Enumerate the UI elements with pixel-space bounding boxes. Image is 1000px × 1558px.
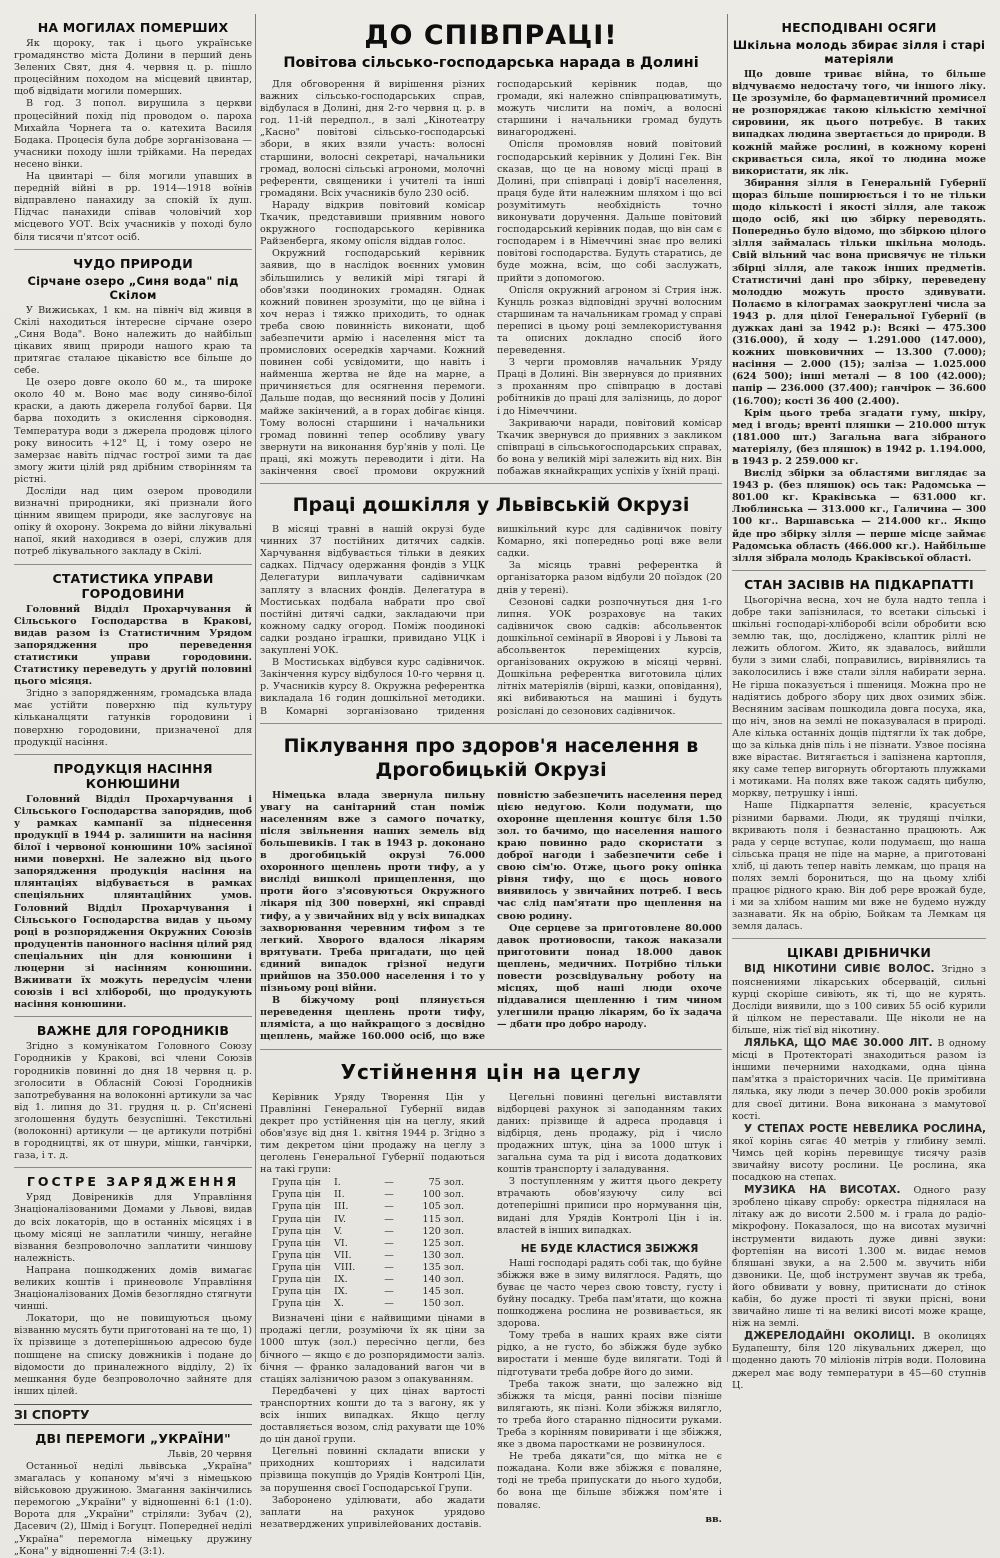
article-paragraph: Це озеро довге около 60 м., та широке около 40 м. Воно має воду синяво-білої краски, а дають джерела голубої барви. Ця барва походить з окислення сірководня. Температура води з джерела продовж цілого року виносить +12° Ц, і тому озеро не замерзає навіть підчас гострої зими та дає змогу жити цілій ряд дрібним створінням та рістні. <box>14 377 252 485</box>
article-paragraph: Крім цього треба згадати гуму, шкіру, мед і вгодь; вренті пляшки — 210.000 штук (181.000 шт.) Загальна вага зібраного матеріялу, (без пляшок) в 1942 р. 1.194.000, в 1943 р. 2 259.000 кг. <box>732 407 986 467</box>
article-paragraph: Цегельні повинні складати вписки у приходних кошториях і надсилати прізвища покупців до Урядів Контролі Цін, за порушення своєї Господарської Групи. <box>260 1446 485 1494</box>
article-paragraph: Уряд Довіреників для Управління Знаціоналізованими Домами у Львові, видав до всіх локаторів, що в останніх місяцях і в цьому місяці не заплатили чиншу, негайне візвання безпроволочно заплатити чиншову належність. <box>14 1192 252 1264</box>
article-paragraph: Оце серцеве за приготовлене 80.000 давок протиовоспи, також наказали приготовити понад 18.000 давок щеплень, медичних. Потрібно тільки повести розсвідувальну роботу на місцях, щоб наші люди охоче піддавалися щепленню і тим чином улегшили працю лікарям, бо їх задача — дбати про добро народу. <box>497 922 722 1031</box>
divider <box>260 723 722 724</box>
article-paragraph: Згідно з запорядженням, громадська влада має устійти поверхню під культуру кільканалцяти гатунків городовини і поверхню городовини, призначеної для продукції насіння. <box>14 688 252 748</box>
curio-item: У СТЕПАХ РОСТЕ НЕВЕЛИКА РОСЛИНА, якої корінь сягає 40 метрів у глибину землі. Чимсь цей корінь перевищує тисячу разів звичайну висоту рослини. Це рослина, яка посадкою на степах. <box>732 1122 986 1184</box>
price-row: Група цін V. — 120 зол. <box>272 1225 464 1237</box>
divider <box>732 570 986 571</box>
article-title: ЦІКАВІ ДРІБНИЧКИ <box>786 945 932 961</box>
article-paragraph: В год. 3 попол. вирушила з церкви процесійний похід під проводом о. пароха Михайла Чорнега та о. катехита Василя Бодака. Процесія була добре зорганізована — учасники походу ішли трійками. На передах несено вінки. <box>14 98 252 170</box>
article-paragraph: У Вижиськах, 1 км. на північ від живця в Скілі находиться інтересне сірчане озеро „Синя Вода". Воно належить до найбільш цікавих явищ природи нашого краю та притягає сталаюе цікавістю все більше до себе. <box>14 304 252 377</box>
divider <box>14 249 252 250</box>
article-paragraph: Визначені ціни є найвищими цінами в продажі цегли, розуміючи їх як ціни за 1000 штук (зол.) пересічно цегли, без бічного — якщо є до розпорядимости заліз. бічня — франко заладований вагон чи в стаціях залізничою разом з опакуванням. <box>260 1313 485 1385</box>
article-title: СТАН ЗАСІВІВ НА ПІДКАРПАТТІ <box>744 576 974 592</box>
article-title: ДВІ ПЕРЕМОГИ „УКРАЇНИ" <box>35 1430 231 1446</box>
article-body <box>260 790 722 1044</box>
article-paragraph: Вислід збірки за областями виглядає за 1943 р. (без пляшок) ось так: Радомська — 801.00 кг. Краківська — 631.000 кг. Люблинська — 313.000 кг., Галичина — 300 100 кг.. Варшавська — 214.000 кг.. Якщо йде про збірку зілля — перше місце займає Радомська область (466.000 кг.). Найбільше зілля зібрала молодь Краківської області. <box>732 468 986 564</box>
article-paragraph: З поступленням у життя цього декрету втрачають обов'язуючу силу всі дотеперішні приписи про нормування цін, виданi для Урядів Контролі Цін і ін. властей в інших випадках. <box>497 1176 722 1236</box>
article-paragraph: Німецька влада звернула пильну увагу на санітарний стан поміж населенням вже з самого початку, після звільнення наших земель від большевиків. І так в 1943 р. доконано в дрогобицькій окрузі 76.000 охоронного щеплень проти тифу, а у вислідi вишколі прищеплення, що проти його з'ясовуються Окружного лікаря під 300 поверхні, які справді тифу, а у звичайних від у всіх випадках захворювання черевним тифом з те легкий. Хворого вдалося лікарям врятувати. Треба пригадати, що цей єдиний випадок грізної недуги прийшов на 350.000 населення і то у пізньому році війни. <box>260 789 485 995</box>
article-paragraph: Керівник Уряду Творення Цін у Правлінні Генеральної Губернії видав декрет про устійнення цін на цеглу, який обов'язує від дня 1. квітня 1944 р. Згідно з тим декретом ціни продажу на цеглу з цеголень Генеральної Губернії подаються на такі групи: <box>260 1091 485 1176</box>
article-title: НА МОГИЛАХ ПОМЕРШИХ <box>37 20 229 35</box>
article-subtitle: Сірчане озеро „Синя вода" під Скілом <box>27 273 239 302</box>
price-row: Група цін I. — 75 зол. <box>272 1177 464 1189</box>
curio-item: ДЖЕРЕЛОДАЙНІ ОКОЛИЦІ. В околицях Будапешту, біля 120 лікувальних джерел, що щоденно дають 70 міліонів літрів води. Половина джерел має воду температури в 45—60 ступнів Ц. <box>732 1330 986 1391</box>
divider <box>14 1016 252 1017</box>
curio-item: ЛЯЛЬКА, ЩО МАЄ 30.000 ЛІТ. В одному місці в Протекторатi знаходиться разом із іншими печерними находками, одна цінна пам'ятка з праісторичних часів. Це примітивна лялька, яку люди з печер 30.000 років зробили для своєї дитини. Вона виконана з мамутової кості. <box>732 1037 986 1122</box>
article-body <box>260 79 722 478</box>
article-paragraph: Опісля промовляв новий повітовий господарський керівник у Долині Гек. Він сказав, що це на новому місці праці в Долині, при співпраці і довір'ї населення, праця буде йти належним шляхом і що всі розумітимуть необхідність точно виконувати доручення. Дальше повітовий господарський керівник подав, що він сам є господарем і в Німеччині знає про великі повітові господарства. Будуть старатись, де буде можна, всім, що собі заслужать, прийти з допомогою. <box>497 139 722 284</box>
article-paragraph: В біжучому році плянується переведення щеплень проти тифу, пляміста, а що найкращого з досвідно щеплень, майже 160.000 осіб, що вже повністю забезпечить населення перед цією недугою. Коли подумати, що охоронне щеплення коштує біля 1.50 зол. то бачимо, що населення нашого краю повинно радо скористати з доброї нагоди і забезпечити себе і свою сім'ю. Отже, цього року опінка рівня тифу, що є щось нового виявилось у звичайних потреб. І весь час слід пам'ятати про щеплення на свою родину. <box>260 789 722 1043</box>
article-lead: Головний Відділ Прохарчування й Сільського Господарства в Кракові, видав разом із Статистичним Урядом запорядження про переведення статистики управи городовини. Статистику переведуть у другій половині цього місяця. <box>14 603 252 688</box>
section-label: ЗІ СПОРТУ <box>14 1404 252 1425</box>
article-paragraph: В Мостиськах відбувся курс садівничок. Закінчення курсу відбулося 10-го червня ц. р. Учасників курсу 8. Окружна референтка викладала 16 годин дошкільної методики. В Комарні зорганізовано тридення вишкільний курс для садівничок повіту Комарно, які попередньо році вже вели садки. <box>260 524 722 717</box>
dateline: Львів, 20 червня <box>167 1448 252 1460</box>
main-headline: ДО СПІВПРАЦІ! <box>364 20 618 51</box>
article-title: Піклування про здоров'я населення в Дрогобицькій Окрузі <box>283 734 699 781</box>
divider <box>14 564 252 565</box>
article-paragraph: Що довше триває війна, то більше відчуваємо недостачу того, чи іншого ліку. Це зрозуміле, бо фармацевтичний промисел не розпоряджає такою кількістю хемічної сировини, як цього потребує. В таких випадках людина звертається до природи. В кожній майже рослині, в кожному корені скривається сила, якої то людина може використати, як лік. <box>732 69 986 177</box>
article-paragraph: Згідно з комунікатом Головного Союзу Городників у Кракові, всі члени Союзів городників повинні до дня 18 червня ц. р. зголосити в Обласній Союзі Городників запотребування на волоконні артикули за час від 1. липня до 31. грудня ц. р. Сп'яснені зголошення будуть безуспішні. Текстильні (волоконні) артикули — це артикули потрібні в городництві, як от шнури, мішки, ганчірки, газа, і т. д. <box>14 1041 252 1162</box>
divider <box>260 483 722 484</box>
article-body <box>260 1092 722 1531</box>
price-row: Група цін IX. — 145 зол. <box>272 1286 464 1298</box>
article-title: СТАТИСТИКА УПРАВИ ГОРОДОВИНИ <box>52 570 214 601</box>
article-paragraph: Опісля окружний агроном зі Стрия інж. Кунцль розказ відповідні зручні волосним старшинам та начальникам громад у справі переписі в цьому році землекористування та описних докладно спосіб його переведення. <box>497 284 722 357</box>
article-paragraph: З черги промовляв начальник Уряду Праці в Долині. Він звернувся до приявних з проханням про співпрацю в доставі робітників до праці для залізниць, до дорог і до Німеччини. <box>497 357 722 417</box>
price-row: Група цін VIII. — 135 зол. <box>272 1261 464 1273</box>
article-paragraph: Нараду відкрив повітовий комісар Ткачик, представивши приявним нового окружного господарського керівника Райзенберга, якому опісля віддав голос. <box>260 199 485 248</box>
price-row: Група цін IV. — 115 зол. <box>272 1213 464 1225</box>
price-row: Група цін X. — 150 зол. <box>272 1298 464 1310</box>
article-paragraph: Заборонено уділювати, або жадати заплати на рахунок урядово незатверджених упривілейованих доставів. <box>260 1494 485 1530</box>
column-divider <box>727 14 728 1362</box>
article-paragraph: Для обговорення й вирішення різних важних сільсько-господарських справ, відбулася в Долині, дня 2-го червня ц. р. в год. 11-ій передпол., в залі „Кінотеатру „Касно" повітові сільсько-господарські збори, в яких взяли участь: волосні старшини, волосні секретарі, начальники громад, волосні сільські агрономи, молочні референти, священики і учителі та інші громадяни. Всіх учасників було 230 осіб. <box>260 79 485 199</box>
article-paragraph: В місяці травні в нашій окрузі буде чинних 37 постійних дитячих садків. Харчування відбувається тільки в деяких садках. Підчасу одержання фондів з УЦК Делегатури виплачувати садівничкам запляту з власних фондів. Делегатура в Мостиськах подбала набрати про свої постійні дитячі садки, закладаючи при кожному садку огород. Поміж поодинокі садки роздано іграшки, привидано УЦК і закуплені УОК. <box>260 524 485 657</box>
article-title: НЕСПОДІВАНІ ОСЯГИ <box>781 20 937 35</box>
article-title: Праці дошкілля у Львівській Окрузі <box>292 494 690 517</box>
article-title: НЕ БУДЕ КЛАСТИСЯ ЗБІЖЖЯ <box>520 1242 699 1255</box>
article-title: Устійнення цін на цеглу <box>340 1059 642 1084</box>
article-paragraph: Напрана пошкоджених домів вимагає великих коштів і принеоволє Управління Знаціоналізованих Домів безоглядно стягнути чинші. <box>14 1264 252 1313</box>
article-paragraph: Треба також знати, що залежно від збіжжя та місця, ранні посіви пізніше вилягають, як пізні. Коли збіжжя вилягло, то треба його старанно підносити руками. Треба з корінням повиривати і ще збіжжя, яке з двома паростками не розвинулося. <box>497 1378 722 1451</box>
price-row: Група цін IX. — 140 зол. <box>272 1273 464 1285</box>
article-paragraph: Закриваючи наради, повітовий комісар Ткачик звернувся до приявних з закликом співпраці в сільськогосподарських справах, бо вона у великій мірі залежить від них. Він побажав якнайкращих успіхів у їхній праці. <box>497 417 722 477</box>
divider <box>14 1167 252 1168</box>
curio-item: МУЗИКА НА ВИСОТАХ. Одного разу зроблено цікаву спробу: оркестра піднялася на літаку аж до висоти 2.500 м. і грала до радіо-мікрофону. Показалося, що на висотах музичні інструменти видають дуже дивні звуки: фортепіян на висоті 1.300 м. видає немов бляшані звуки, а на 2.500 м. звучить ніби дзвоники. Це, щоб інструмент звучав як треба, його обвивати у вовну, притиснати до стінок кабін, бо дуже прості ті звуки прісні, вони звичайно лише ті на великі висоті може краще, ніж на землі. <box>732 1184 986 1330</box>
article-paragraph: Збирання зілля в Генеральній Губернії щораз більше поширюється і то не тільки щодо кількості і якості зілля, але також щодо осіб, які цю збірку переводять. Попередньо було відомо, що збіркою цілого зілля займалась тільки шкільна молодь. Свій вільний час вона присвячує не тільки збірці зілля, але також інших предметів. Статистичні дані про збірку, переведену молоддю можуть просто здивувати. Полаємо в кілограмах заокруглені числа за 1943 р. для цілої Генеральної Губернії (в дужках дані за 1942 р.): Всякі — 475.300 (316.000), й ходу — 1.291.000 (147.000), кожних шовковичних — 13.300 (7.000); насіння — 2.000 (15); заліза — 1.025.000 (624 500); інші металі — 8 100 (42.000); папір — 236.000 (37.400); ганчірок — 36.600 (16.700); кості 36 400 (2.400). <box>732 177 986 407</box>
divider <box>260 1049 722 1050</box>
article-paragraph: Останньої неділі львівська „Україна" змагалась у копаному м'ячі з німецькою військовою дружиною. Змагання закінчились перемогою „України" у відношенні 6:1 (1:0). Ворота для „України" стріляли: Зубач (2), Дасевич (2), Шмід і Богуцт. Попереднеї неділі „Україна" перемогла німецьку дружину „Кона" у відношенні 7:4 (3:1). <box>14 1461 252 1557</box>
article-title: ПРОДУКЦІЯ НАСІННЯ КОНЮШИНИ <box>53 760 213 791</box>
author-signature: вв. <box>705 1513 722 1525</box>
article-paragraph: Наші господарі радять собі так, що буйне збіжжя вже в зиму виляглося. Радять, що буває це часто через свою товсту, густу і буйну посадку. Треба пам'ятати, що кожна пошкоджена рослина не розвивається, як здорова. <box>497 1257 722 1330</box>
article-paragraph: Не треба дякати"ся, що мітка не є пожадана. Коли вже збіжжя є поваляне, тоді не треба припускати до нього худоби, бо вона ще більше збіжжя пом'яте і поваляє. <box>497 1451 722 1511</box>
article-paragraph: Наше Підкарпаття зеленіє, красується різними барвами. Люди, як трудящі пчілки, вкривають поля і безнастанно працюють. Аж рада у серце вступає, коли подумаєш, що наша сільська праця не піде на марне, а приготовані хліб, ці дають тепер навіть лемкам, що праця на полях землі борониться, що на цьому хлібі працює рідного краю. Він доб рере врожай буде, і ми за хлібом нашим ми вже не будемо нужду зазнавати. Як на обрію, Бойкам та Лемкам ця земля далась. <box>732 800 986 933</box>
right-column <box>732 14 986 1391</box>
article-body <box>260 524 722 718</box>
price-row: Група цін VI. — 125 зол. <box>272 1237 464 1249</box>
article-title: ГОСТРЕ ЗАРЯДЖЕННЯ <box>26 1174 240 1190</box>
article-paragraph: Досліди над цим озером проводили визначні природники, які признали його цінним явищем природи, яке заслуговує на опіку й охорону. Зокрема до війни лікувальні напої, який находився в озері, служив для потреб лікувального закладу в Скілі. <box>14 486 252 558</box>
article-subtitle: Шкільна молодь збирає зілля і старі матеріяли <box>732 38 986 66</box>
article-title: ВАЖНЕ ДЛЯ ГОРОДНИКІВ <box>36 1023 230 1039</box>
article-paragraph: Локатори, що не повищуються цьому візванню мусять бути приготовані на те що, 1) їх прізвище з дотеперішньою адресою буде пошщене на списку довжників і подане до відомости до приналежного відділу, 2) їх мешкання буде безпроволочно зайняте для інших цілей. <box>14 1313 252 1397</box>
article-paragraph: Передбачені у цих цінах вартості транспортних кошти до та з вагону, як у всіх інших випадках. Якщо цеглу доставляється возом, слід рахувати ще 10% до цін даної групи. <box>260 1385 485 1446</box>
main-subheadline: Повітова сільсько-господарська нарада в Долині <box>283 55 699 71</box>
article-paragraph: Тому треба в наших краях вже сіяти рідко, а не густо, бо збіжжя буде зубко виростати і менше буде вилягати. Тоді й підготувати треба добре його до зими. <box>497 1330 722 1378</box>
left-column <box>14 14 252 1557</box>
price-row: Група цін II. — 100 зол. <box>272 1189 464 1201</box>
article-paragraph: Сезонові садки розпочнуться дня 1-го липня. УОК розраховує на таких садівничок свою садків: абсольвенток дошкільної семінарії в Яворові і у Львові та абсольвенток переміщених курсів, організованих окружою в місяці червні. Дошкільна референтка виготовила цілих літніх матеріялів (вірші, казки, оповідання), які вибиваються на машині і будуть розіслані до сезонових садівничок. <box>497 596 722 717</box>
price-row: Група цін III. — 105 зол. <box>272 1201 464 1213</box>
article-paragraph: На цвинтарі — біля могили упавших в передній війні в рр. 1914—1918 воїнів відправлено панахиду за спокій їх душ. Підчас панахиди співав чоловічий хор місцевого УОТ. Всіх учасників у поході було біля тисячи п'ятсот осіб. <box>14 171 252 243</box>
price-table <box>272 1177 485 1310</box>
price-row: Група цін VII. — 130 зол. <box>272 1249 464 1261</box>
article-title: ЧУДО ПРИРОДИ <box>73 255 193 271</box>
divider <box>732 938 986 939</box>
article-paragraph: Цьогорічна весна, хоч не була надто тепла і добре таки запізнилася, то всетаки сільські і шкільні господарі-хліборобі всіли обробити всю землю так, що, досліджено, клаптик ріллі не лежить облогом. Жито, як здавалось, вийшли були з зими слабі, поправились, вирівнялись та заколосились і вже стали зілля набирати зерна. Не гірша показується і пшениця. Можна про не надіятись доброго збору цих двох озимих збіж. Весняним засівам пошкодила довга посуха, яка, що ніч, знов на землі не показувалася в природі. Але кілька останніх дощів підтягли їх так добре, що за кілька днів піль і не пізнати. Узвое посіяна вже вірастає. Витягається і запізнена картопля, яку саме тепер вигорнуть обгортають плужками і мотиками. На полях вже також садять цибулю, моркву, петрушку і інші. <box>732 594 986 800</box>
divider <box>14 754 252 755</box>
column-divider <box>255 14 256 1362</box>
article-paragraph: Як щороку, так і цього українське громадянство міста Долини в перший день Зелених Свят, дня 4. червня ц. р. пішло процесійним походом на місцевий цвинтар, щоб відвідати могили померших. <box>14 38 252 98</box>
middle-column <box>260 14 722 1530</box>
article-paragraph: Цегельні повинні цегельні виставляти відборцеві рахунок зі заподанням таких даних: прізвище й адреса продавця і відбірця, день продажу, рід і число продажних штук, ціна за 1000 штук і загальна сума та рід і висота додаткових коштів транспорту і заладування. <box>497 1091 722 1176</box>
article-lead: Головний Відділ Прохарчування і Сільського Господарства запорядив, щоб у рамках кампанії за піднесення продукції в 1944 р. залишити на насіння білої і червоної конюшини 10% засіяної ними поверхні. Не залежно від цього запорядження продукція насіння на плянтаціях відбувається в рамках спеціяльних плянтаційних умов. Головний Відділ Прохарчування і Сільського Господарства видав у цьому році в розпорядження Окружних Союзів продуцентів панонного насіння цілий ряд спеціальних цін для конюшини і люцерни зі насінням конюшини. Вжиивати їх можуть передусім члени союзів і всі хліборобі, що продукують насіння конюшини. <box>14 793 252 1011</box>
article-paragraph: Окружний господарський керівник заявив, що в наслідок воєнних умовин збільшились у великій мірі тягарі й обов'язки поодиноких громадян. Однак кожний повинен зрозуміти, що це війна і хоч нераз і тяжко приходить, то однак треба свою повинність виконати, щоб забезпечити армію і населення міст та промислових осередків харчами. Кожний повинен собі усвідомити, що навіть і найменша жертва не йде на марне, а причиняється для осягнення перемоги. Дальше подав, що весняний посів у Долині майже закінчений, а в горах добігає кінця. Тому волосні старшини і начальники громад повинні тепер особливу увагу звернути на виконання бур'янів у полі. Це праці, які можуть переводити і діти. На закінчення своєї промови окружний господарський керівник подав, що громади, які належно співпрацюватимуть, можуть числити на поміч, а волосні старшини і начальники громад будуть винагороджені. <box>260 79 722 477</box>
curio-item: ВІД НІКОТИНИ СИВІЄ ВОЛОС. Згідно з пояснениями лікарських обсервацій, сильні курці скоріше сивіють, як ті, що не курять. Досліди виявили, що з 100 сивих 55 осіб курили й цілком не переставали. Ще ніколи не на більше, ніж тієї від нікотину. <box>732 963 986 1036</box>
article-paragraph: За місяць травні референтка й організаторка разом відбули 20 поїздок (20 днів у терені). <box>497 560 722 596</box>
